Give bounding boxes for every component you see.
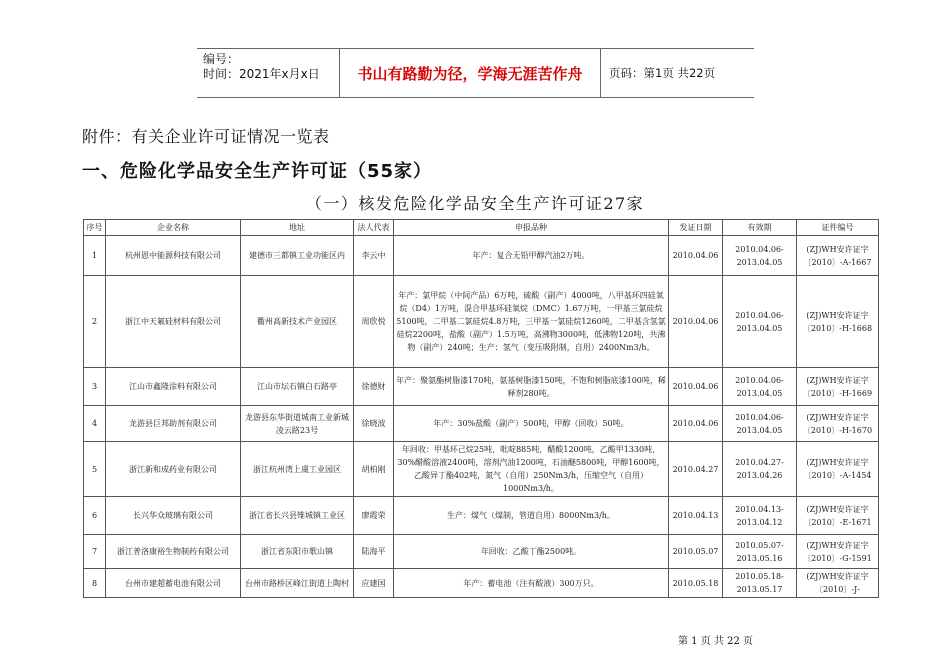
cell-no: 4 (84, 406, 106, 442)
cell-product: 年产：氯甲烷（中间产品）6万吨，硫酸（副产）4000吨，八甲基环四硅氧烷（D4）1万吨，混合甲基环硅氧烷（DMC）1.67万吨，一甲基三氯硅烷5100吨，二甲基二氯硅烷4.8万吨，三甲基一氯硅烷1260吨，二甲基含氢氯硅烷2200吨，盐酸（副产）1.5万吨，高沸物3000吨，低沸物120吨，共沸物（副产）240吨；生产：氢气（变压吸附制，自用）2400Nm3/h。 (394, 276, 669, 368)
table-row (84, 569, 879, 598)
cell-rep: 李云中 (354, 236, 394, 276)
cell-product: 年产：复合无铅甲醇汽油2万吨。 (394, 236, 669, 276)
header-cell: 序号 (84, 220, 106, 236)
table-row (84, 276, 879, 368)
cell-address: 浙江省东阳市歌山镇 (241, 535, 354, 569)
cell-cert-no: (ZJ)WH安许证字〔2010〕-A-1454 (797, 442, 879, 497)
cell-rep: 周欣悦 (354, 276, 394, 368)
cell-product: 年产：蓄电池（注有酸液）300万只。 (394, 569, 669, 598)
time-label: 时间：2021年x月x日 (203, 67, 320, 81)
cell-product: 年产：30%盐酸（副产）500吨，甲醇（回收）50吨。 (394, 406, 669, 442)
header-meta (197, 49, 340, 97)
cell-product: 年回收：甲基环己烷25吨，吡啶885吨，醋酸1200吨，乙酸甲1330吨，30%醋酸溶液2400吨，溶剂汽油1200吨，石油醚5800吨，甲醇1600吨，乙酸异丁酯402吨，氮气（自用）250Nm3/h，压缩空气（自用）1000Nm3/h。 (394, 442, 669, 497)
cell-rep: 应建国 (354, 569, 394, 598)
cell-cert-no: (ZJ)WH安许证字〔2010〕-E-1671 (797, 497, 879, 535)
cell-issue-date: 2010.04.06 (669, 368, 723, 406)
cell-no: 3 (84, 368, 106, 406)
cell-issue-date: 2010.04.06 (669, 276, 723, 368)
cell-valid-period: 2010.04.06-2013.04.05 (723, 406, 797, 442)
cell-address: 浙江杭州湾上虞工业园区 (241, 442, 354, 497)
table-row (84, 406, 879, 442)
cell-address: 台州市路桥区峰江街道上陶村 (241, 569, 354, 598)
cell-issue-date: 2010.04.06 (669, 236, 723, 276)
table-row (84, 368, 879, 406)
cell-company: 浙江新和成药业有限公司 (106, 442, 241, 497)
cell-no: 1 (84, 236, 106, 276)
section-title: 一、危险化学品安全生产许可证（55家） (82, 161, 433, 182)
cell-valid-period: 2010.04.06-2013.04.05 (723, 368, 797, 406)
cell-cert-no: (ZJ)WH安许证字〔2010〕-J- (797, 569, 879, 598)
header-cell: 法人代表 (354, 220, 394, 236)
cell-product: 生产：煤气（煤制，管道自用）8000Nm3/h。 (394, 497, 669, 535)
cell-cert-no: (ZJ)WH安许证字〔2010〕-A-1667 (797, 236, 879, 276)
cell-address: 江山市坛石镇白石路亭 (241, 368, 354, 406)
header-cell: 申报品种 (394, 220, 669, 236)
table-row (84, 535, 879, 569)
cell-rep: 徐晓波 (354, 406, 394, 442)
cell-cert-no: (ZJ)WH安许证字〔2010〕-H-1668 (797, 276, 879, 368)
table-row (84, 497, 879, 535)
cell-issue-date: 2010.04.13 (669, 497, 723, 535)
cell-no: 5 (84, 442, 106, 497)
cell-company: 长兴华众玻璃有限公司 (106, 497, 241, 535)
cell-company: 浙江普洛康裕生物制药有限公司 (106, 535, 241, 569)
cell-cert-no: (ZJ)WH安许证字〔2010〕-H-1670 (797, 406, 879, 442)
cell-valid-period: 2010.05.07-2013.05.16 (723, 535, 797, 569)
cell-rep: 陆海平 (354, 535, 394, 569)
license-table (83, 219, 879, 598)
header-cell: 有效期 (723, 220, 797, 236)
cell-company: 台州市建超蓄电池有限公司 (106, 569, 241, 598)
cell-issue-date: 2010.04.27 (669, 442, 723, 497)
cell-address: 建德市三都镇工业功能区内 (241, 236, 354, 276)
cell-valid-period: 2010.04.06-2013.04.05 (723, 236, 797, 276)
cell-company: 江山市鑫隆涂料有限公司 (106, 368, 241, 406)
header-cell: 企业名称 (106, 220, 241, 236)
cell-address: 龙游县东华街道城南工业新城凌云路23号 (241, 406, 354, 442)
cell-product: 年产：聚氨酯树脂漆170吨，氨基树脂漆150吨，不饱和树脂底漆100吨，稀释剂280吨。 (394, 368, 669, 406)
cell-valid-period: 2010.04.27-2013.04.26 (723, 442, 797, 497)
subsection-title: （一）核发危险化学品安全生产许可证27家 (305, 194, 645, 213)
cell-no: 7 (84, 535, 106, 569)
cell-rep: 徐德财 (354, 368, 394, 406)
cell-no: 2 (84, 276, 106, 368)
table-row (84, 442, 879, 497)
cell-issue-date: 2010.05.18 (669, 569, 723, 598)
cell-company: 浙江中天氟硅材料有限公司 (106, 276, 241, 368)
document-header (197, 48, 754, 98)
cell-cert-no: (ZJ)WH安许证字〔2010〕-G-1591 (797, 535, 879, 569)
cell-rep: 廖霞荣 (354, 497, 394, 535)
cell-company: 杭州恩中能源科技有限公司 (106, 236, 241, 276)
cell-issue-date: 2010.05.07 (669, 535, 723, 569)
table-row (84, 236, 879, 276)
header-cell: 发证日期 (669, 220, 723, 236)
page-footer: 第 1 页 共 22 页 (678, 636, 753, 647)
table-header-row (84, 220, 879, 236)
cell-address: 浙江省长兴县雉城镇工业区 (241, 497, 354, 535)
cell-address: 衢州高新技术产业园区 (241, 276, 354, 368)
cell-company: 龙游县巨邦助剂有限公司 (106, 406, 241, 442)
cell-rep: 胡柏刚 (354, 442, 394, 497)
cell-cert-no: (ZJ)WH安许证字〔2010〕-H-1669 (797, 368, 879, 406)
header-page-info: 页码：第1页 共22页 (609, 66, 716, 80)
cell-no: 8 (84, 569, 106, 598)
header-cell: 证件编号 (797, 220, 879, 236)
cell-issue-date: 2010.04.06 (669, 406, 723, 442)
header-cell: 地址 (241, 220, 354, 236)
cell-product: 年回收：乙酸丁酯2500吨。 (394, 535, 669, 569)
cell-no: 6 (84, 497, 106, 535)
header-slogan: 书山有路勤为径，学海无涯苦作舟 (340, 49, 601, 97)
cell-valid-period: 2010.04.06-2013.04.05 (723, 276, 797, 368)
cell-valid-period: 2010.05.18-2013.05.17 (723, 569, 797, 598)
attachment-title: 附件：有关企业许可证情况一览表 (82, 127, 330, 146)
number-label: 编号： (203, 52, 240, 66)
cell-valid-period: 2010.04.13-2013.04.12 (723, 497, 797, 535)
